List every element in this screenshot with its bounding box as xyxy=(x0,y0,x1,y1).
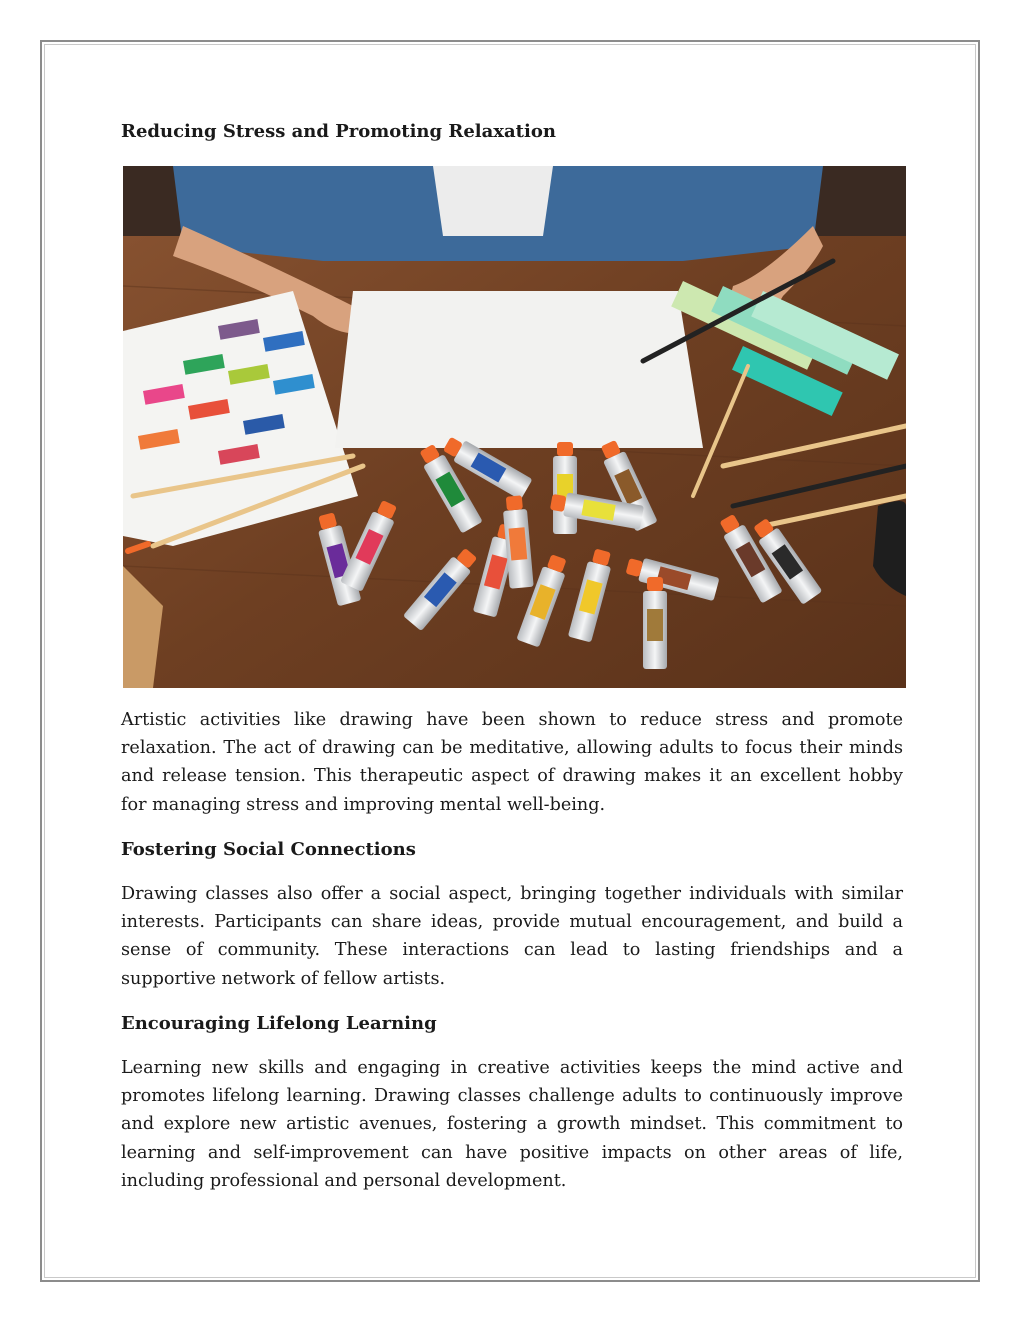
section-heading-learning: Encouraging Lifelong Learning xyxy=(121,1013,437,1034)
section-body-learning: Learning new skills and engaging in creative activities keeps the mind active and promotes lifelong learning. Drawing classes challenge adults to continuously improve and explore new artistic avenues, fostering a growth mindset. This commitment to learning and self-improvement can have positive impacts on other areas of life, including professional and personal development. xyxy=(121,1058,903,1191)
art-supplies-photo xyxy=(123,166,906,688)
art-supplies-illustration xyxy=(123,166,906,688)
section-body-stress: Artistic activities like drawing have been shown to reduce stress and promote relaxation. The act of drawing can be meditative, allowing adults to focus their minds and release tension. This therapeutic aspect of drawing makes it an excellent hobby for managing stress and improving mental well-being. xyxy=(121,710,903,815)
section-heading-social: Fostering Social Connections xyxy=(121,839,416,860)
section-body-social: Drawing classes also offer a social aspect, bringing together individuals with similar interests. Participants can share ideas, provide mutual encouragement, and build a sense of community. These interactions can lead to lasting friendships and a supportive network of fellow artists. xyxy=(121,884,903,989)
section-heading-stress: Reducing Stress and Promoting Relaxation xyxy=(121,121,556,142)
